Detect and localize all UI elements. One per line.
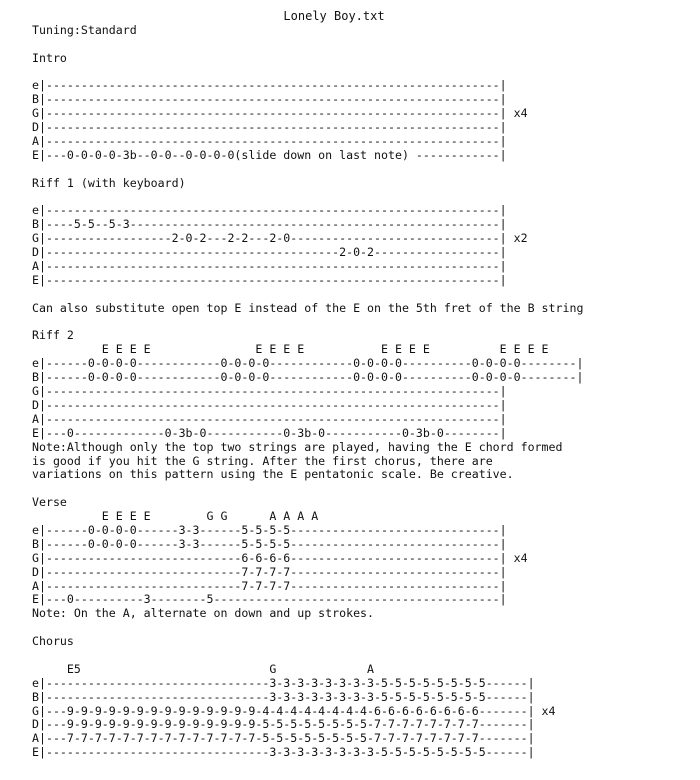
text-line: E E E E G G A A A A: [32, 509, 319, 524]
text-line: E|---0-0-0-0-3b--0-0--0-0-0-0(slide down on last note) ------------|: [32, 147, 507, 162]
text-line: E|--------------------------------3-3-3-3-3-3-3-3-5-5-5-5-5-5-5-5------|: [32, 745, 535, 760]
text-line: e|------0-0-0-0------------0-0-0-0------------0-0-0-0----------0-0-0-0--------|: [32, 356, 584, 371]
text-line: B|-----------------------------------------------------------------|: [32, 92, 507, 107]
text-line: e|-----------------------------------------------------------------|: [32, 203, 507, 218]
text-line: Tuning:Standard: [32, 22, 137, 37]
text-line: Riff 2: [32, 328, 74, 343]
text-line: D|----------------------------7-7-7-7------------------------------|: [32, 564, 507, 579]
text-line: is good if you hit the G string. After the first chorus, there are: [32, 453, 493, 468]
text-line: Chorus: [32, 634, 74, 649]
text-line: G|-----------------------------------------------------------------|: [32, 384, 507, 399]
text-line: [32, 66, 700, 80]
text-line: Note: On the A, alternate on down and up strokes.: [32, 606, 375, 621]
text-line: B|------0-0-0-0------3-3------5-5-5-5------------------------------|: [32, 536, 507, 551]
text-line: E|---0-------------0-3b-0-----------0-3b-0-----------0-3b-0--------|: [32, 425, 507, 440]
text-line: E|-----------------------------------------------------------------|: [32, 272, 507, 287]
text-line: e|--------------------------------3-3-3-3-3-3-3-3-5-5-5-5-5-5-5-5------|: [32, 675, 535, 690]
text-line: A|-----------------------------------------------------------------|: [32, 259, 507, 274]
text-line: G|---9-9-9-9-9-9-9-9-9-9-9-9-9-9-4-4-4-4-4-4-4-4-6-6-6-6-6-6-6-6-------| x4: [32, 703, 556, 718]
text-line: Intro: [32, 50, 67, 65]
text-line: G|-----------------------------------------------------------------| x4: [32, 106, 528, 121]
text-line: Riff 1 (with keyboard): [32, 175, 186, 190]
text-line: [32, 649, 700, 663]
text-line: D|------------------------------------------2-0-2------------------|: [32, 245, 507, 260]
text-line: [32, 38, 700, 52]
text-line: [32, 316, 700, 330]
text-line: e|-----------------------------------------------------------------|: [32, 78, 507, 93]
text-line: A|-----------------------------------------------------------------|: [32, 134, 507, 149]
document-body: [32, 10, 700, 760]
text-line: [32, 288, 700, 302]
text-line: A|----------------------------7-7-7-7------------------------------|: [32, 578, 507, 593]
text-line: Can also substitute open top E instead of the E on the 5th fret of the B string: [32, 300, 584, 315]
text-line: B|----5-5--5-3-----------------------------------------------------|: [32, 217, 507, 232]
text-line: Note:Although only the top two strings are played, having the E chord formed: [32, 439, 563, 454]
text-line: G|------------------2-0-2---2-2---2-0------------------------------| x2: [32, 231, 528, 246]
text-line: E E E E E E E E E E E E E E E E: [32, 342, 549, 357]
text-line: [32, 191, 700, 205]
text-line: B|--------------------------------3-3-3-3-3-3-3-3-5-5-5-5-5-5-5-5------|: [32, 689, 535, 704]
text-line: variations on this pattern using the E pentatonic scale. Be creative.: [32, 467, 514, 482]
text-line: Verse: [32, 495, 67, 510]
text-line: D|-----------------------------------------------------------------|: [32, 397, 507, 412]
text-line: G|----------------------------6-6-6-6------------------------------| x4: [32, 550, 528, 565]
text-line: B|------0-0-0-0------------0-0-0-0------------0-0-0-0----------0-0-0-0--------|: [32, 370, 584, 385]
text-line: [32, 482, 700, 496]
text-line: D|-----------------------------------------------------------------|: [32, 120, 507, 135]
text-line: E5 G A: [32, 661, 375, 676]
text-line: D|---9-9-9-9-9-9-9-9-9-9-9-9-9-9-5-5-5-5-5-5-5-5-7-7-7-7-7-7-7-7-------|: [32, 717, 535, 732]
text-line: E|---0----------3--------5-----------------------------------------|: [32, 592, 507, 607]
text-line: A|---7-7-7-7-7-7-7-7-7-7-7-7-7-7-5-5-5-5-5-5-5-5-7-7-7-7-7-7-7-7-------|: [32, 731, 535, 746]
document-title: Lonely Boy.txt: [283, 9, 385, 23]
tablature-text: [32, 24, 700, 760]
text-line: A|-----------------------------------------------------------------|: [32, 411, 507, 426]
text-line: [32, 621, 700, 635]
text-line: e|------0-0-0-0------3-3------5-5-5-5------------------------------|: [32, 522, 507, 537]
text-line: [32, 163, 700, 177]
